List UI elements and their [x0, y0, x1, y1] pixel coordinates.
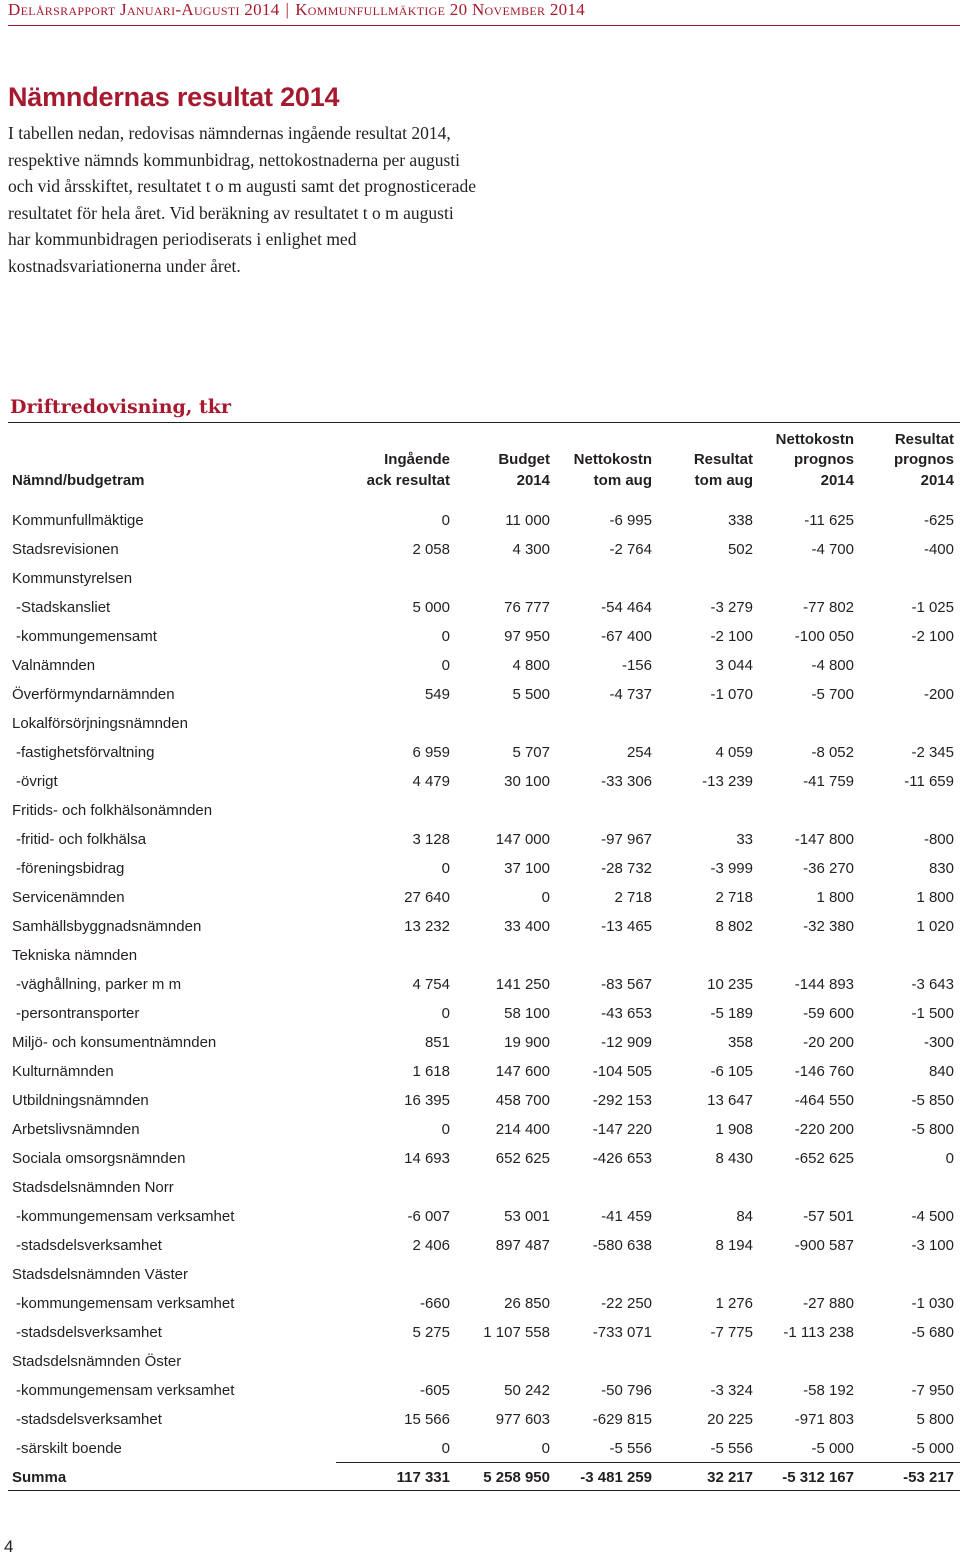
column-header-resultat-tom-aug: Resultat tom aug [693, 451, 753, 489]
cell-ingaende-ack-resultat: 15 566 [404, 1411, 450, 1428]
table-row [0, 883, 960, 912]
cell-nettokostn-prognos-2014: -464 550 [794, 1092, 854, 1109]
cell-nettokostn-prognos-2014: -220 200 [794, 1121, 854, 1138]
cell-resultat-prognos-2014: -5 680 [911, 1324, 954, 1341]
cell-nettokostn-tom-aug: -67 400 [601, 628, 652, 645]
cell-nettokostn-tom-aug: -54 464 [601, 599, 652, 616]
row-label: -kommungemensamt [16, 628, 157, 645]
cell-budget-2014: 19 900 [504, 1034, 550, 1051]
row-label: Servicenämnden [12, 889, 125, 906]
table-row [0, 1115, 960, 1144]
cell-budget-2014: 5 258 950 [483, 1469, 550, 1486]
cell-resultat-prognos-2014: -11 659 [904, 773, 954, 790]
cell-nettokostn-prognos-2014: -5 700 [811, 686, 854, 703]
cell-nettokostn-tom-aug: -580 638 [592, 1237, 652, 1254]
cell-nettokostn-tom-aug: 2 718 [614, 889, 652, 906]
row-label: -väghållning, parker m m [16, 976, 182, 993]
cell-nettokostn-prognos-2014: 1 800 [816, 889, 854, 906]
table-row [0, 796, 960, 825]
table-row [0, 825, 960, 854]
column-header-resultat-prognos-2014: Resultat prognos 2014 [894, 430, 954, 489]
cell-nettokostn-prognos-2014: -57 501 [803, 1208, 854, 1225]
column-header-ingaende-ack-resultat: Ingående ack resultat [366, 451, 450, 489]
cell-budget-2014: 0 [541, 889, 550, 906]
table-row [0, 941, 960, 970]
cell-budget-2014: 214 400 [495, 1121, 550, 1138]
cell-ingaende-ack-resultat: 851 [424, 1034, 450, 1051]
cell-ingaende-ack-resultat: 4 754 [412, 976, 450, 993]
cell-resultat-tom-aug: -5 189 [710, 1005, 753, 1022]
cell-nettokostn-tom-aug: 254 [626, 744, 652, 761]
cell-resultat-tom-aug: 358 [727, 1034, 753, 1051]
table-row [0, 1028, 960, 1057]
cell-resultat-tom-aug: -3 279 [710, 599, 753, 616]
cell-resultat-tom-aug: -6 105 [710, 1063, 753, 1080]
cell-resultat-tom-aug: 4 059 [715, 744, 753, 761]
cell-resultat-prognos-2014: -200 [923, 686, 954, 703]
row-label: Tekniska nämnden [12, 947, 138, 964]
cell-budget-2014: 4 800 [512, 657, 550, 674]
cell-resultat-tom-aug: 8 430 [715, 1150, 753, 1167]
cell-resultat-tom-aug: 2 718 [715, 889, 753, 906]
cell-ingaende-ack-resultat: 2 406 [412, 1237, 450, 1254]
table-row [0, 1057, 960, 1086]
table-row [0, 680, 960, 709]
row-label: Kommunstyrelsen [12, 570, 133, 587]
cell-ingaende-ack-resultat: 0 [441, 1005, 450, 1022]
cell-nettokostn-prognos-2014: -971 803 [794, 1411, 854, 1428]
cell-budget-2014: 11 000 [505, 512, 550, 529]
row-label: -kommungemensam verksamhet [16, 1295, 235, 1312]
table-row [0, 912, 960, 941]
column-header-namnd-budgetram: Nämnd/budgetram [12, 471, 145, 489]
cell-nettokostn-prognos-2014: -59 600 [803, 1005, 854, 1022]
cell-nettokostn-tom-aug: -426 653 [592, 1150, 652, 1167]
row-label: -persontransporter [16, 1005, 140, 1022]
cell-budget-2014: 141 250 [495, 976, 550, 993]
table-header [0, 429, 960, 491]
cell-nettokostn-prognos-2014: -11 625 [804, 512, 854, 529]
cell-nettokostn-tom-aug: -13 465 [601, 918, 652, 935]
table-row [0, 1144, 960, 1173]
cell-nettokostn-prognos-2014: -36 270 [803, 860, 854, 877]
table-row [0, 1086, 960, 1115]
cell-resultat-prognos-2014: -3 100 [911, 1237, 954, 1254]
cell-budget-2014: 977 603 [495, 1411, 550, 1428]
cell-budget-2014: 97 950 [504, 628, 550, 645]
header-report-title: Delårsrapport Januari-Augusti 2014 [8, 0, 280, 19]
cell-budget-2014: 5 500 [512, 686, 550, 703]
cell-nettokostn-prognos-2014: -146 760 [794, 1063, 854, 1080]
row-label: -särskilt boende [16, 1440, 122, 1457]
cell-nettokostn-tom-aug: -28 732 [601, 860, 652, 877]
cell-ingaende-ack-resultat: -605 [419, 1382, 450, 1399]
table-row [0, 535, 960, 564]
cell-resultat-tom-aug: 502 [727, 541, 753, 558]
cell-budget-2014: 50 242 [504, 1382, 550, 1399]
cell-nettokostn-prognos-2014: -8 052 [811, 744, 854, 761]
cell-budget-2014: 76 777 [504, 599, 550, 616]
cell-resultat-prognos-2014: -400 [923, 541, 954, 558]
cell-budget-2014: 147 000 [495, 831, 550, 848]
cell-ingaende-ack-resultat: 5 275 [412, 1324, 450, 1341]
cell-ingaende-ack-resultat: 4 479 [412, 773, 450, 790]
table-row [0, 709, 960, 738]
cell-budget-2014: 5 707 [512, 744, 550, 761]
cell-nettokostn-prognos-2014: -5 312 167 [782, 1469, 854, 1486]
table-total-row [0, 1463, 960, 1492]
cell-nettokostn-tom-aug: -22 250 [601, 1295, 652, 1312]
cell-nettokostn-tom-aug: -83 567 [601, 976, 652, 993]
cell-resultat-tom-aug: 8 194 [715, 1237, 753, 1254]
row-label: -föreningsbidrag [16, 860, 125, 877]
table-row [0, 651, 960, 680]
cell-resultat-tom-aug: 338 [727, 512, 753, 529]
cell-resultat-prognos-2014: -5 850 [911, 1092, 954, 1109]
page-number: 4 [4, 1537, 14, 1556]
cell-resultat-prognos-2014: -7 950 [911, 1382, 954, 1399]
cell-budget-2014: 147 600 [495, 1063, 550, 1080]
cell-ingaende-ack-resultat: -660 [419, 1295, 450, 1312]
cell-nettokostn-prognos-2014: -5 000 [811, 1440, 854, 1457]
cell-nettokostn-tom-aug: -733 071 [592, 1324, 652, 1341]
cell-ingaende-ack-resultat: -6 007 [407, 1208, 450, 1225]
cell-budget-2014: 4 300 [512, 541, 550, 558]
cell-nettokostn-prognos-2014: -20 200 [803, 1034, 854, 1051]
cell-resultat-tom-aug: 20 225 [707, 1411, 753, 1428]
table-row [0, 970, 960, 999]
cell-resultat-prognos-2014: -3 643 [911, 976, 954, 993]
cell-nettokostn-tom-aug: -4 737 [609, 686, 652, 703]
cell-ingaende-ack-resultat: 0 [441, 657, 450, 674]
cell-budget-2014: 33 400 [504, 918, 550, 935]
cell-resultat-prognos-2014: -800 [923, 831, 954, 848]
cell-nettokostn-prognos-2014: -1 113 238 [783, 1324, 854, 1341]
cell-resultat-tom-aug: 3 044 [715, 657, 753, 674]
cell-resultat-prognos-2014: 5 800 [916, 1411, 954, 1428]
row-label: Överförmyndarnämnden [12, 686, 175, 703]
row-label: -stadsdelsverksamhet [16, 1324, 162, 1341]
row-label: Utbildningsnämnden [12, 1092, 149, 1109]
cell-nettokostn-tom-aug: -629 815 [592, 1411, 652, 1428]
cell-budget-2014: 652 625 [495, 1150, 550, 1167]
cell-resultat-tom-aug: 32 217 [707, 1469, 753, 1486]
row-label: Miljö- och konsumentnämnden [12, 1034, 217, 1051]
row-label: Kommunfullmäktige [12, 512, 144, 529]
cell-budget-2014: 37 100 [504, 860, 550, 877]
cell-resultat-tom-aug: 1 276 [715, 1295, 753, 1312]
cell-resultat-tom-aug: 33 [736, 831, 753, 848]
table-bottom-rule [8, 1490, 960, 1491]
cell-nettokostn-prognos-2014: -652 625 [794, 1150, 854, 1167]
cell-resultat-prognos-2014: -5 800 [911, 1121, 954, 1138]
table-row [0, 1318, 960, 1347]
row-label: -övrigt [16, 773, 58, 790]
cell-nettokostn-prognos-2014: -4 800 [811, 657, 854, 674]
cell-resultat-tom-aug: 10 235 [707, 976, 753, 993]
cell-resultat-tom-aug: -3 324 [710, 1382, 753, 1399]
column-header-nettokostn-prognos-2014: Nettokostn prognos 2014 [775, 430, 854, 489]
row-label: Stadsdelsnämnden Norr [12, 1179, 174, 1196]
table-title: Driftredovisning, tkr [10, 396, 231, 418]
total-label: Summa [12, 1469, 67, 1486]
cell-resultat-prognos-2014: 1 800 [916, 889, 954, 906]
cell-budget-2014: 53 001 [504, 1208, 550, 1225]
table-row [0, 1202, 960, 1231]
cell-budget-2014: 58 100 [504, 1005, 550, 1022]
cell-budget-2014: 458 700 [495, 1092, 550, 1109]
cell-budget-2014: 30 100 [504, 773, 550, 790]
cell-ingaende-ack-resultat: 16 395 [404, 1092, 450, 1109]
cell-nettokostn-prognos-2014: -77 802 [803, 599, 854, 616]
cell-nettokostn-tom-aug: -41 459 [601, 1208, 652, 1225]
table-row [0, 622, 960, 651]
table-row [0, 767, 960, 796]
cell-ingaende-ack-resultat: 0 [441, 1440, 450, 1457]
cell-resultat-tom-aug: -2 100 [710, 628, 753, 645]
running-header [8, 0, 648, 20]
cell-resultat-prognos-2014: -4 500 [911, 1208, 954, 1225]
row-label: Arbetslivsnämnden [12, 1121, 140, 1138]
cell-ingaende-ack-resultat: 0 [441, 1121, 450, 1138]
cell-resultat-prognos-2014: 840 [928, 1063, 954, 1080]
table-row [0, 1231, 960, 1260]
cell-ingaende-ack-resultat: 0 [441, 628, 450, 645]
table-row [0, 1376, 960, 1405]
cell-ingaende-ack-resultat: 0 [441, 860, 450, 877]
table-row [0, 1260, 960, 1289]
row-label: Valnämnden [12, 657, 96, 674]
header-rule [8, 25, 960, 26]
cell-resultat-prognos-2014: -1 025 [911, 599, 954, 616]
cell-resultat-tom-aug: -13 239 [702, 773, 753, 790]
row-label: Stadsdelsnämnden Väster [12, 1266, 188, 1283]
row-label: -Stadskansliet [16, 599, 111, 616]
row-label: -fastighetsförvaltning [16, 744, 155, 761]
table-row [0, 1173, 960, 1202]
row-label: -kommungemensam verksamhet [16, 1208, 235, 1225]
cell-ingaende-ack-resultat: 117 331 [396, 1469, 450, 1486]
cell-nettokostn-prognos-2014: -4 700 [811, 541, 854, 558]
cell-nettokostn-prognos-2014: -100 050 [794, 628, 854, 645]
cell-resultat-prognos-2014: -5 000 [911, 1440, 954, 1457]
cell-ingaende-ack-resultat: 2 058 [412, 541, 450, 558]
cell-ingaende-ack-resultat: 6 959 [412, 744, 450, 761]
table-row [0, 854, 960, 883]
column-header-nettokostn-tom-aug: Nettokostn tom aug [573, 451, 652, 489]
cell-resultat-prognos-2014: -1 030 [911, 1295, 954, 1312]
cell-resultat-prognos-2014: -300 [923, 1034, 954, 1051]
cell-nettokostn-prognos-2014: -41 759 [803, 773, 854, 790]
row-label: Kulturnämnden [12, 1063, 114, 1080]
page-title: Nämndernas resultat 2014 [8, 82, 340, 112]
row-label: Fritids- och folkhälsonämnden [12, 802, 213, 819]
cell-nettokostn-tom-aug: -43 653 [601, 1005, 652, 1022]
cell-resultat-tom-aug: -3 999 [710, 860, 753, 877]
cell-nettokostn-tom-aug: -33 306 [601, 773, 652, 790]
cell-budget-2014: 1 107 558 [483, 1324, 550, 1341]
cell-resultat-tom-aug: -1 070 [710, 686, 753, 703]
cell-nettokostn-tom-aug: -97 967 [601, 831, 652, 848]
row-label: -fritid- och folkhälsa [16, 831, 147, 848]
table-row [0, 738, 960, 767]
cell-resultat-tom-aug: 8 802 [715, 918, 753, 935]
header-meeting-title: Kommunfullmäktige 20 November 2014 [295, 0, 586, 19]
table-row [0, 564, 960, 593]
cell-resultat-prognos-2014: -625 [923, 512, 954, 529]
cell-resultat-prognos-2014: -2 100 [911, 628, 954, 645]
row-label: Stadsrevisionen [12, 541, 119, 558]
cell-resultat-tom-aug: 1 908 [715, 1121, 753, 1138]
cell-nettokostn-tom-aug: -5 556 [609, 1440, 652, 1457]
cell-nettokostn-tom-aug: -3 481 259 [580, 1469, 652, 1486]
cell-nettokostn-prognos-2014: -58 192 [803, 1382, 854, 1399]
table-row [0, 1289, 960, 1318]
cell-nettokostn-tom-aug: -12 909 [601, 1034, 652, 1051]
row-label: Lokalförsörjningsnämnden [12, 715, 188, 732]
table-top-rule [8, 422, 960, 423]
row-label: Sociala omsorgsnämnden [12, 1150, 186, 1167]
cell-budget-2014: 0 [541, 1440, 550, 1457]
table-row [0, 1405, 960, 1434]
cell-ingaende-ack-resultat: 549 [424, 686, 450, 703]
cell-ingaende-ack-resultat: 14 693 [404, 1150, 450, 1167]
cell-nettokostn-tom-aug: -292 153 [592, 1092, 652, 1109]
cell-nettokostn-tom-aug: -147 220 [592, 1121, 652, 1138]
intro-paragraph: I tabellen nedan, redovisas nämndernas ingående resultat 2014, respektive nämnds kommunbidrag, nettokostnaderna per augusti och vid årsskiftet, resultatet t o m augusti samt det prognosticerade resultatet för hela året. Vid beräkning av resultatet t o m augusti har kommunbidragen periodiserats i enlighet med kostnadsvariationerna under året. [8, 123, 477, 276]
table-row [0, 593, 960, 622]
table-row [0, 1434, 960, 1463]
cell-nettokostn-tom-aug: -6 995 [609, 512, 652, 529]
row-label: Stadsdelsnämnden Öster [12, 1353, 182, 1370]
cell-resultat-tom-aug: 84 [736, 1208, 753, 1225]
cell-resultat-prognos-2014: 830 [928, 860, 954, 877]
cell-nettokostn-tom-aug: -156 [621, 657, 652, 674]
row-label: -kommungemensam verksamhet [16, 1382, 235, 1399]
cell-ingaende-ack-resultat: 3 128 [412, 831, 450, 848]
cell-ingaende-ack-resultat: 5 000 [412, 599, 450, 616]
cell-nettokostn-prognos-2014: -147 800 [794, 831, 854, 848]
cell-resultat-prognos-2014: -1 500 [911, 1005, 954, 1022]
table-body [0, 506, 960, 1492]
cell-nettokostn-prognos-2014: -900 587 [794, 1237, 854, 1254]
cell-nettokostn-prognos-2014: -144 893 [794, 976, 854, 993]
cell-nettokostn-tom-aug: -50 796 [601, 1382, 652, 1399]
cell-budget-2014: 897 487 [495, 1237, 550, 1254]
table-row [0, 1347, 960, 1376]
header-separator: | [285, 0, 290, 19]
cell-budget-2014: 26 850 [504, 1295, 550, 1312]
cell-resultat-tom-aug: -5 556 [710, 1440, 753, 1457]
cell-ingaende-ack-resultat: 1 618 [412, 1063, 450, 1080]
table-row [0, 999, 960, 1028]
row-label: -stadsdelsverksamhet [16, 1411, 162, 1428]
cell-ingaende-ack-resultat: 13 232 [404, 918, 450, 935]
cell-resultat-tom-aug: -7 775 [710, 1324, 753, 1341]
cell-ingaende-ack-resultat: 27 640 [404, 889, 450, 906]
row-label: Samhällsbyggnadsnämnden [12, 918, 202, 935]
row-label: -stadsdelsverksamhet [16, 1237, 162, 1254]
cell-nettokostn-tom-aug: -104 505 [592, 1063, 652, 1080]
cell-nettokostn-tom-aug: -2 764 [609, 541, 652, 558]
cell-resultat-prognos-2014: 0 [945, 1150, 954, 1167]
cell-nettokostn-prognos-2014: -32 380 [803, 918, 854, 935]
table-row [0, 506, 960, 535]
cell-nettokostn-prognos-2014: -27 880 [803, 1295, 854, 1312]
cell-resultat-prognos-2014: -53 217 [903, 1469, 954, 1486]
column-header-budget-2014: Budget 2014 [498, 451, 550, 489]
cell-resultat-prognos-2014: 1 020 [916, 918, 954, 935]
cell-resultat-tom-aug: 13 647 [707, 1092, 753, 1109]
cell-ingaende-ack-resultat: 0 [441, 512, 450, 529]
cell-resultat-prognos-2014: -2 345 [911, 744, 954, 761]
